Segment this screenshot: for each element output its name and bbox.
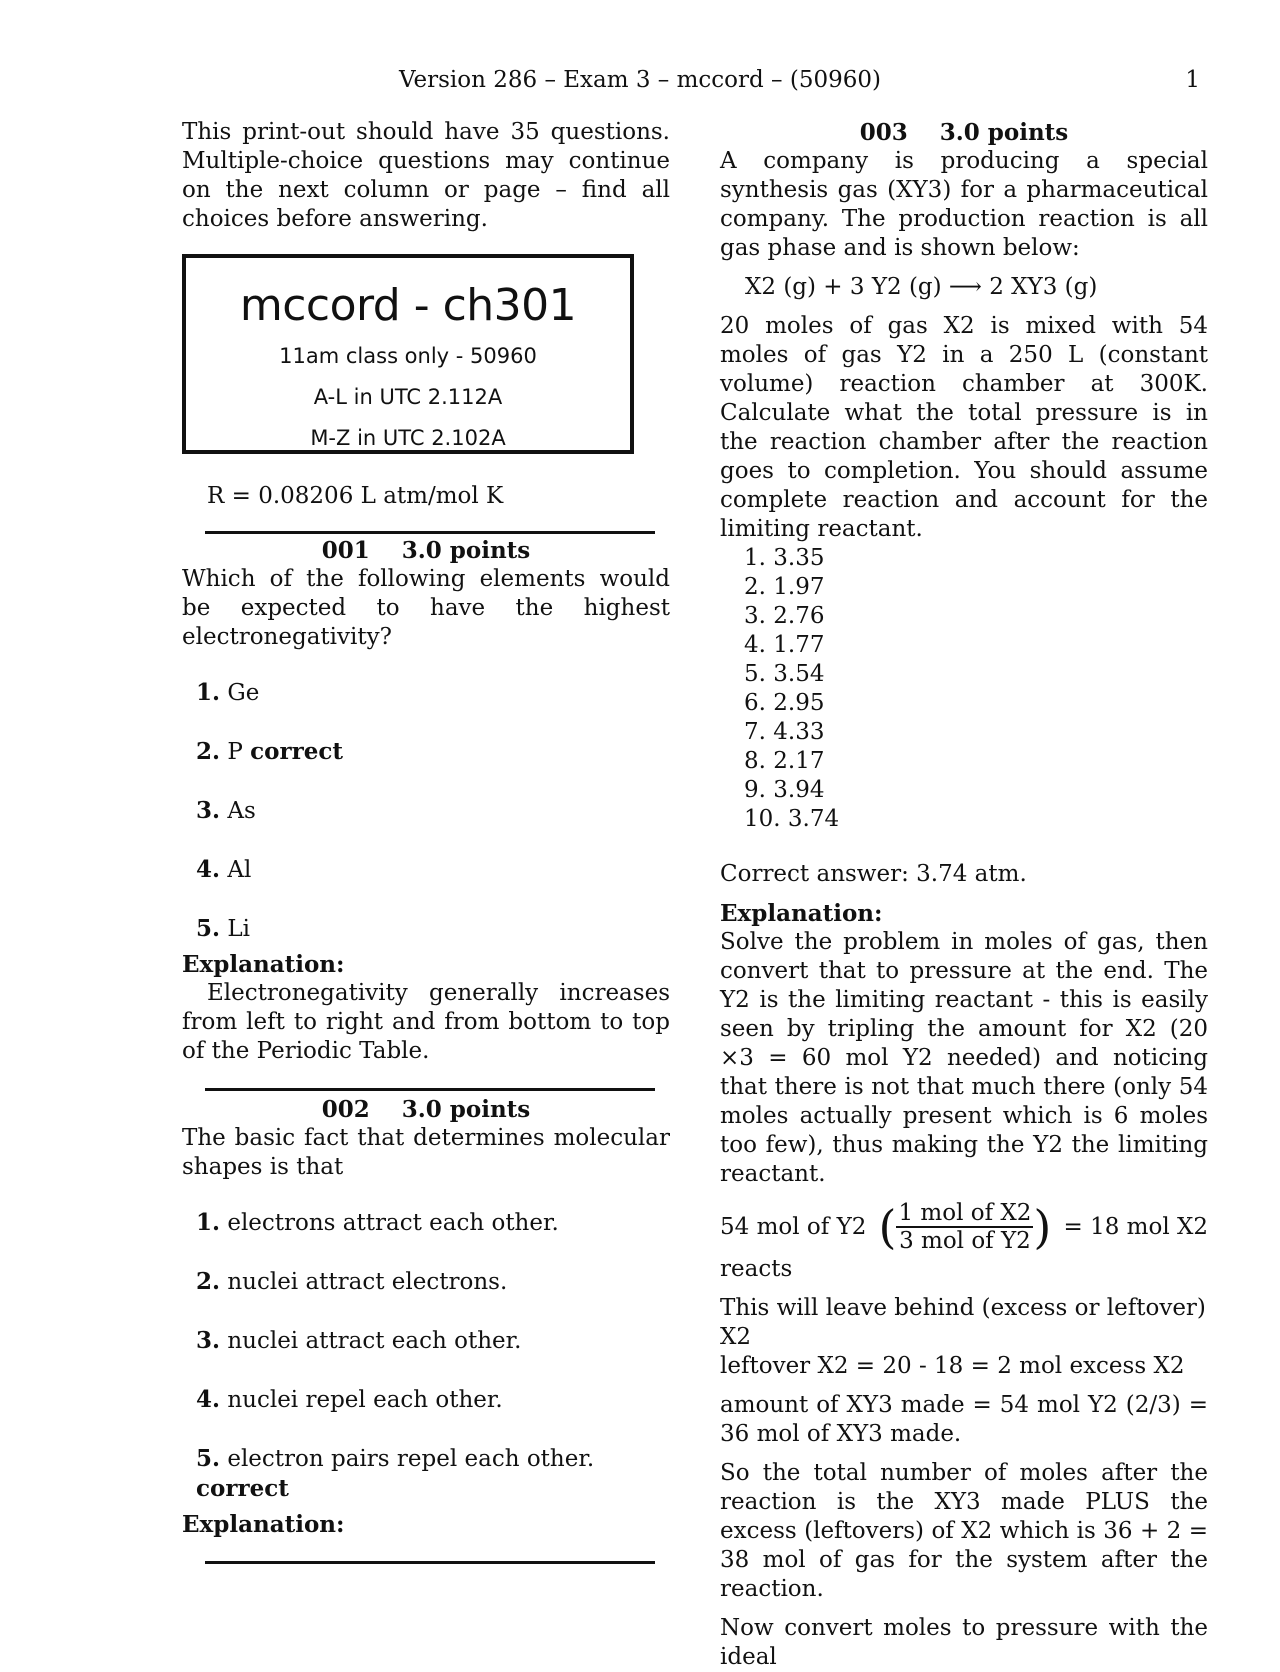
convert-text: Now convert moles to pressure with the ideal [720,1615,1208,1670]
choice[interactable]: 4. nuclei repel each other. [196,1386,503,1413]
answer-option[interactable]: 4. 1.77 [744,632,825,658]
header-title: Version 286 – Exam 3 – mccord – (50960) [399,67,881,93]
answer-option[interactable]: 7. 4.33 [744,719,825,745]
left-column [182,118,670,1564]
explanation-label: Explanation: [720,900,883,927]
intro-text: This print-out should have 35 questions. Multiple-choice questions may continue on the next column or page – find all choices before answering. [182,119,670,232]
choice[interactable]: 2. nuclei attract electrons. [196,1268,508,1295]
answer-option[interactable]: 6. 2.95 [744,690,825,716]
gas-constant: R = 0.08206 L atm/mol K [207,483,504,509]
answer-option[interactable]: 1. 3.35 [744,545,825,571]
divider [205,1088,655,1091]
choice[interactable]: 5. Li [196,915,250,942]
reacts-text: reacts [720,1256,793,1282]
question-points: 3.0 points [401,1096,531,1123]
reaction-equation: X2 (g) + 3 Y2 (g) ⟶ 2 XY3 (g) [745,274,1098,300]
fraction [896,1200,1033,1254]
answer-option[interactable]: 10. 3.74 [744,806,840,832]
correct-answer: Correct answer: 3.74 atm. [720,861,1027,887]
explanation-text: Electronegativity generally increases from left to right and from bottom to top of the Periodic Table. [182,980,670,1064]
fraction-numerator: 1 mol of X2 [898,1200,1032,1226]
total-text: So the total number of moles after the reaction is the XY3 made PLUS the excess (leftovers) of X2 which is 36 + 2 = 38 mol of gas for the system after the reaction. [720,1460,1208,1602]
choice-correct[interactable]: 2. P correct [196,738,343,765]
choice[interactable]: 1. electrons attract each other. [196,1209,559,1236]
course-line: A-L in UTC 2.112A [313,385,503,409]
question-header [720,118,1208,147]
answer-option[interactable]: 3. 2.76 [744,603,825,629]
amount-text: amount of XY3 made = 54 mol Y2 (2/3) = 36 mol of XY3 made. [720,1392,1208,1447]
leftover-text: This will leave behind (excess or leftover) X2 [720,1295,1206,1350]
calc-right: = 18 mol X2 [1063,1213,1208,1240]
page-header [0,66,1280,100]
choice[interactable]: 4. Al [196,856,252,883]
correct-mark: correct [250,738,343,765]
course-line: 11am class only - 50960 [279,344,537,368]
course-box [182,254,634,454]
explanation-label: Explanation: [182,1511,345,1538]
divider [205,1561,655,1564]
course-line: M-Z in UTC 2.102A [310,426,506,450]
answer-option[interactable]: 9. 3.94 [744,777,825,803]
choice[interactable]: 3. nuclei attract each other. [196,1327,522,1354]
divider [205,531,655,534]
choice-correct[interactable]: 5. electron pairs repel each other. correct [196,1445,595,1502]
choice[interactable]: 3. As [196,797,256,824]
question-points: 3.0 points [401,537,531,564]
right-column [720,118,1208,1672]
correct-mark: correct [196,1475,289,1502]
answer-options [744,544,1208,834]
stoichiometry-calc [720,1199,1208,1255]
calc-left: 54 mol of Y2 [720,1213,867,1240]
question-text-continued: 20 moles of gas X2 is mixed with 54 moles of gas Y2 in a 250 L (constant volume) reaction chamber at 300K. Calculate what the total pressure is in the reaction chamber after the reaction goes to completion. You should assume complete reaction and account for the limiting reactant. [720,313,1208,542]
question-text: Which of the following elements would be expected to have the highest electronegativity? [182,566,670,650]
fraction-denominator: 3 mol of Y2 [899,1228,1031,1254]
explanation-label: Explanation: [182,951,345,978]
answer-option[interactable]: 8. 2.17 [744,748,825,774]
question-header [182,536,670,565]
answer-option[interactable]: 2. 1.97 [744,574,825,600]
answer-option[interactable]: 5. 3.54 [744,661,825,687]
question-number: 002 [321,1096,370,1123]
paren-icon: ) [1033,1200,1052,1254]
question-points: 3.0 points [939,119,1069,146]
explanation-text: Solve the problem in moles of gas, then convert that to pressure at the end. The Y2 is the limiting reactant - this is easily seen by tripling the amount for X2 (20 ×3 = 60 mol Y2 needed) and noticing that there is not that much there (only 54 moles actually present which is 6 moles too few), thus making the Y2 the limiting reactant. [720,929,1208,1187]
question-text: The basic fact that determines molecular shapes is that [182,1125,670,1180]
question-number: 003 [859,119,908,146]
question-number: 001 [321,537,370,564]
leftover-calc: leftover X2 = 20 - 18 = 2 mol excess X2 [720,1353,1185,1379]
page-number: 1 [1185,67,1200,93]
paren-icon: ( [878,1200,897,1254]
question-header [182,1095,670,1124]
course-title: mccord - ch301 [239,280,577,331]
choice[interactable]: 1. Ge [196,679,260,706]
question-text: A company is producing a special synthesis gas (XY3) for a pharmaceutical company. The production reaction is all gas phase and is shown below: [720,148,1208,261]
